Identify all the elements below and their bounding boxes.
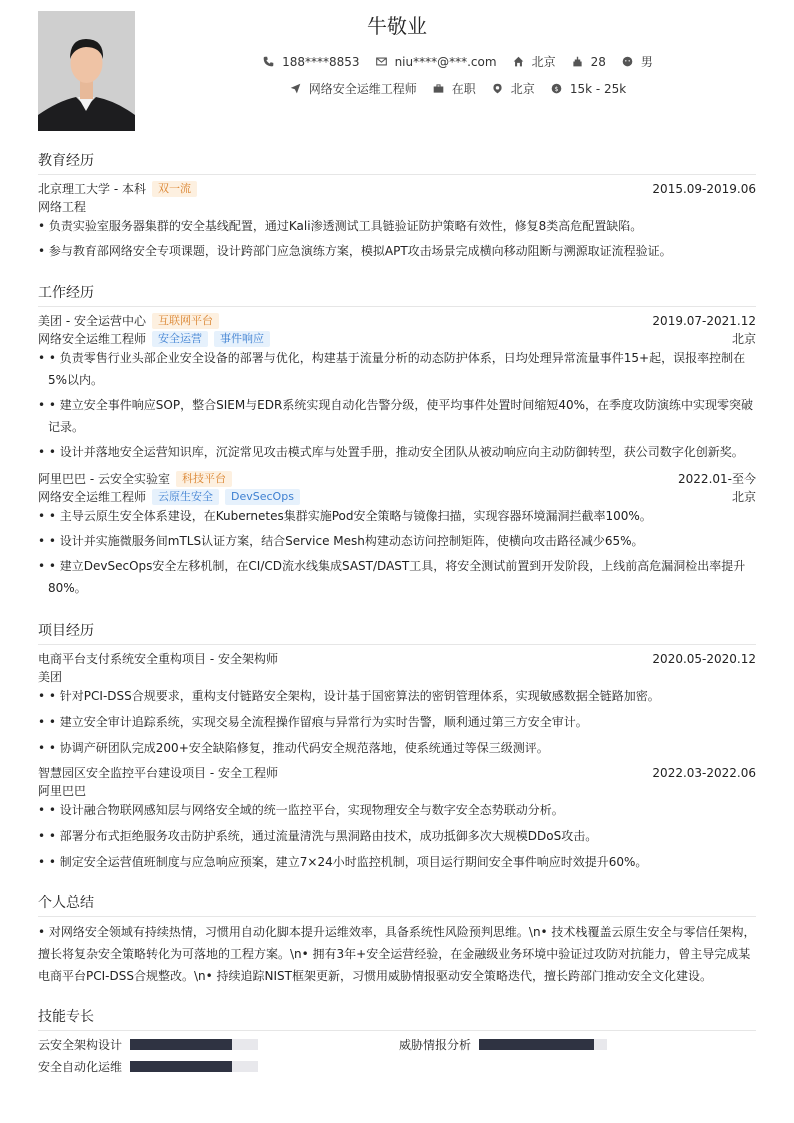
summary-section-title: 个人总结 (38, 892, 756, 917)
email-item (376, 55, 497, 69)
skill-tag: 事件响应 (214, 331, 270, 347)
company-name: 美团 - 安全运营中心 (38, 314, 146, 328)
phone-value: 188****8853 (282, 54, 360, 69)
role: 网络安全运维工程师 (38, 332, 147, 346)
company-tag: 互联网平台 (152, 313, 219, 329)
list-item: • • 制定安全运营值班制度与应急响应预案，建立7×24小时监控机制，项目运行期间安全事件响应时效提升60%。 (38, 855, 648, 869)
work-bullets (38, 505, 756, 599)
project-org: 美团 (38, 670, 63, 684)
project-header (38, 650, 756, 667)
school-tag: 双一流 (152, 181, 197, 197)
list-item: • • 设计融合物联网感知层与网络安全域的统一监控平台，实现物理安全与数字安全态势联动分析。 (38, 803, 564, 817)
email-value: niu****@***.com (394, 54, 497, 69)
project-bullets (38, 799, 756, 873)
list-item: • • 设计并实施微服务间mTLS认证方案，结合Service Mesh构建动态访问控制矩阵，使横向攻击路径减少65%。 (38, 534, 644, 548)
skill-item (399, 1036, 607, 1053)
project-date: 2020.05-2020.12 (652, 651, 756, 666)
project-org-row (38, 668, 756, 685)
skill-tag: 云原生安全 (152, 489, 219, 505)
work-bullets (38, 347, 756, 463)
candidate-name: 牛敬业 (367, 14, 427, 38)
education-bullets (38, 215, 756, 262)
work-date: 2022.01-至今 (678, 472, 756, 486)
education-header (38, 180, 756, 197)
skill-name: 云安全架构设计 (38, 1038, 123, 1052)
work-date: 2019.07-2021.12 (652, 313, 756, 328)
salary-item (551, 82, 626, 96)
company-tag: 科技平台 (176, 471, 232, 487)
skill-bar (130, 1039, 258, 1050)
skill-tag: DevSecOps (225, 489, 300, 505)
projects-section-title: 项目经历 (38, 620, 756, 645)
cake-icon (572, 56, 583, 67)
target-city-item (492, 80, 535, 97)
position-value: 网络安全运维工程师 (308, 82, 417, 96)
svg-text:$: $ (554, 85, 559, 93)
list-item: • • 建立安全审计追踪系统，实现交易全流程操作留痕与异常行为实时告警，顺利通过第三方安全审计。 (38, 715, 588, 729)
list-item: • • 负责零售行业头部企业安全设备的部署与优化，构建基于流量分析的动态防护体系，日均处理异常流量事件15+起，误报率控制在5%以内。 (38, 351, 746, 387)
location-pin-icon (492, 83, 503, 94)
work-section-title: 工作经历 (38, 282, 756, 307)
skills-section-title: 技能专长 (38, 1006, 756, 1031)
major: 网络工程 (38, 200, 87, 214)
school-name: 北京理工大学 - 本科 (38, 182, 146, 196)
work-city: 北京 (731, 490, 756, 504)
skill-bar (130, 1061, 258, 1072)
skill-name: 威胁情报分析 (399, 1038, 472, 1052)
work-city: 北京 (731, 332, 756, 346)
city-value: 北京 (531, 55, 556, 69)
project-date: 2022.03-2022.06 (652, 765, 756, 780)
phone-icon (263, 56, 274, 67)
gender-item (622, 53, 653, 70)
list-item: • 负责实验室服务器集群的安全基线配置，通过Kali渗透测试工具链验证防护策略有效性，修复8类高危配置缺陷。 (38, 219, 643, 233)
send-icon (290, 83, 301, 94)
job-intent-row (0, 80, 794, 97)
list-item: • • 建立DevSecOps安全左移机制，在CI/CD流水线集成SAST/DAST工具，将安全测试前置到开发阶段，上线前高危漏洞检出率提升80%。 (38, 559, 746, 595)
work-header (38, 470, 756, 487)
phone-item (263, 55, 359, 69)
skill-item (38, 1058, 258, 1075)
gender-value: 男 (640, 55, 653, 69)
contact-row (0, 53, 794, 70)
skill-bar (479, 1039, 607, 1050)
company-name: 阿里巴巴 - 云安全实验室 (38, 472, 170, 486)
list-item: • • 建立安全事件响应SOP，整合SIEM与EDR系统实现自动化告警分级，使平均事件处置时间缩短40%，在季度攻防演练中实现零突破记录。 (38, 398, 754, 434)
list-item: • • 设计并落地安全运营知识库，沉淀常见攻击模式库与处置手册，推动安全团队从被动响应向主动防御转型，获公司数字化创新奖。 (38, 445, 744, 459)
city-item (513, 53, 556, 70)
status-item (433, 80, 476, 97)
role: 网络安全运维工程师 (38, 490, 147, 504)
skill-bar-fill (130, 1061, 232, 1072)
project-org-row (38, 782, 756, 799)
list-item: • • 主导云原生安全体系建设，在Kubernetes集群实施Pod安全策略与镜像扫描，实现容器环境漏洞拦截率100%。 (38, 509, 652, 523)
user-face-icon (622, 56, 633, 67)
list-item: • • 协调产研团队完成200+安全缺陷修复，推动代码安全规范落地，使系统通过等保三级测评。 (38, 741, 549, 755)
salary-value: 15k - 25k (569, 81, 627, 96)
home-icon (513, 56, 524, 67)
project-header (38, 764, 756, 781)
age-item (572, 55, 606, 69)
skill-item (38, 1036, 258, 1053)
skill-bar-fill (130, 1039, 232, 1050)
list-item: • • 针对PCI-DSS合规要求，重构支付链路安全架构，设计基于国密算法的密钥管理体系，实现敏感数据全链路加密。 (38, 689, 660, 703)
project-title: 电商平台支付系统安全重构项目 - 安全架构师 (38, 652, 278, 666)
age-value: 28 (590, 54, 606, 69)
education-section-title: 教育经历 (38, 150, 756, 175)
skill-tag: 安全运营 (152, 331, 208, 347)
target-city-value: 北京 (510, 82, 535, 96)
work-header (38, 312, 756, 329)
work-role-row (38, 330, 756, 347)
mail-icon (376, 56, 387, 67)
list-item: • • 部署分布式拒绝服务攻击防护系统，通过流量清洗与黑洞路由技术，成功抵御多次大规模DDoS攻击。 (38, 829, 598, 843)
project-bullets (38, 685, 756, 759)
status-value: 在职 (451, 82, 476, 96)
skill-name: 安全自动化运维 (38, 1060, 123, 1074)
list-item: • 参与教育部网络安全专项课题，设计跨部门应急演练方案，模拟APT攻击场景完成横向移动阻断与溯源取证流程验证。 (38, 244, 672, 258)
position-item (290, 80, 417, 97)
briefcase-icon (433, 83, 444, 94)
education-major-row (38, 198, 756, 215)
project-org: 阿里巴巴 (38, 784, 87, 798)
education-date: 2015.09-2019.06 (652, 181, 756, 196)
skill-bar-fill (479, 1039, 594, 1050)
work-role-row (38, 488, 756, 505)
money-icon (551, 83, 562, 94)
summary-text: • 对网络安全领域有持续热情，习惯用自动化脚本提升运维效率，具备系统性风险预判思维。\n• 技术栈覆盖云原生安全与零信任架构，擅长将复杂安全策略转化为可落地的工程方案。\n• 拥有3年+安全运营经验，在金融级业务环境中验证过攻防对抗能力，曾主导完成某电商平台PCI-DSS合规整改。\n• 持续追踪NIST框架更新，习惯用威胁情报驱动安全策略迭代，擅长跨部门推动安全文化建设。 (38, 925, 756, 983)
project-title: 智慧园区安全监控平台建设项目 - 安全工程师 (38, 766, 278, 780)
